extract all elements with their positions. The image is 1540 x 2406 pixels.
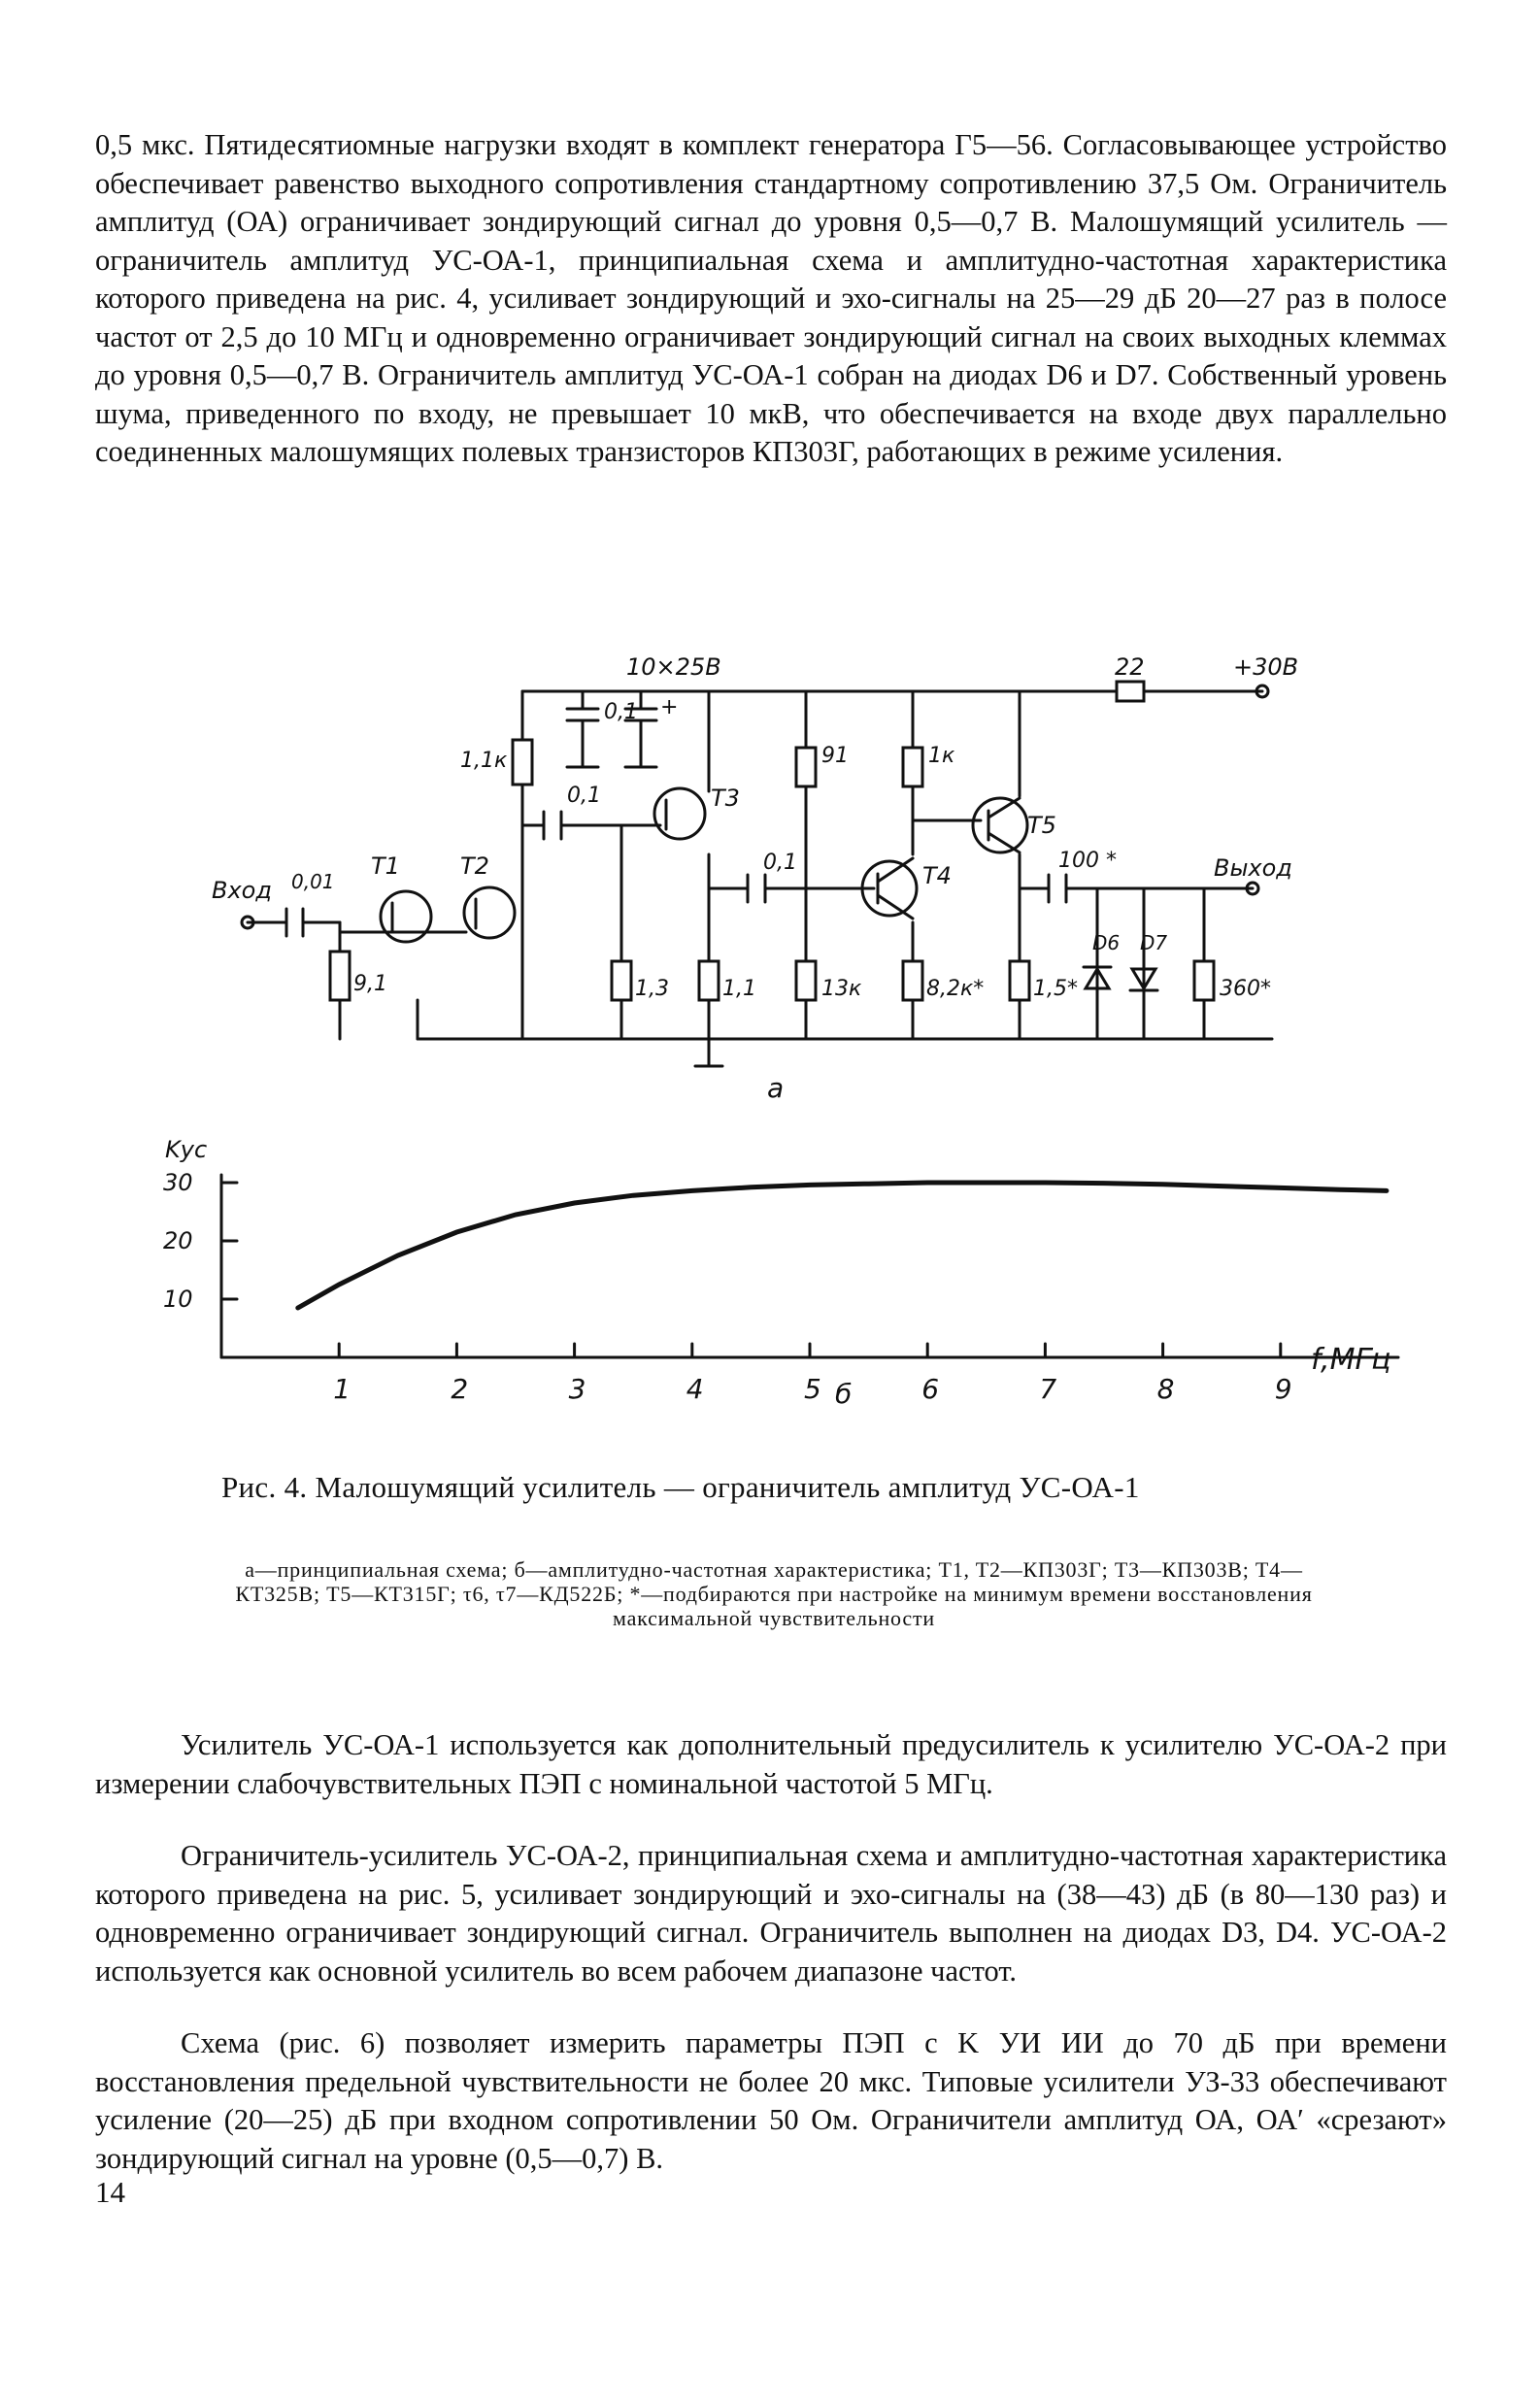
label-c01-b: 0,1 (763, 851, 797, 875)
chart-axes (221, 1175, 1398, 1357)
label-c01-a: 0,1 (567, 784, 601, 808)
label-subfigure-a: а (767, 1072, 785, 1104)
chart-ylabel: Kус (165, 1136, 208, 1163)
label-r1-3: 1,3 (635, 977, 669, 1001)
label-d6: D6 (1092, 931, 1121, 954)
chart-subfigure-label: б (835, 1378, 853, 1410)
label-cap-bank: 10×25В (626, 653, 721, 681)
x-tick-label: 2 (451, 1373, 469, 1405)
x-tick-label: 5 (804, 1373, 821, 1405)
chart-series-line (298, 1183, 1387, 1308)
label-t4: T4 (922, 862, 952, 889)
y-tick-label: 20 (163, 1227, 193, 1254)
label-r1-1: 1,1 (722, 977, 756, 1001)
label-c100: 100 * (1058, 849, 1117, 873)
label-d7: D7 (1140, 931, 1168, 954)
paragraph-2: Усилитель УС-ОА-1 используется как дополнительный предусилитель к усилителю УС-ОА-2 при измерении слабочувствительных ПЭП с номинальной частотой 5 МГц. (95, 1728, 1447, 1800)
paragraph-4: Схема (рис. 6) позволяет измерить параметры ПЭП с K УИ ИИ до 70 дБ при времени восстановления предельной чувствительности не более 20 мкс. Типовые усилители УЗ-33 обеспечивают усиление (20—25) дБ при входном сопротивлении 50 Ом. Ограничители амплитуд ОА, ОА′ «срезают» зондирующий сигнал на уровне (0,5—0,7) В. (95, 2026, 1447, 2175)
label-input: Вход (212, 877, 272, 904)
label-t1: T1 (371, 852, 400, 880)
x-tick-label: 3 (568, 1373, 586, 1405)
x-tick-label: 8 (1156, 1373, 1175, 1405)
label-r91: 91 (821, 744, 849, 768)
label-t3: T3 (711, 785, 740, 812)
paragraph-3: Ограничитель-усилитель УС-ОА-2, принципиальная схема и амплитудно-частотная характеристика которого приведена на рис. 5, усиливает зондирующий и эхо-сигналы на (38—43) дБ (в 80—130 раз) и одновременно ограничивает зондирующий сигнал. Ограничитель выполнен на диодах D3, D4. УС-ОА-2 используется как основной усилитель во всем рабочем диапазоне частот. (95, 1839, 1447, 1988)
x-tick-label: 9 (1274, 1373, 1292, 1405)
y-tick-label: 30 (163, 1169, 193, 1196)
page-number: 14 (95, 2175, 125, 2209)
x-tick-label: 4 (686, 1373, 704, 1405)
label-t2: T2 (460, 852, 489, 880)
label-c001: 0,01 (291, 870, 335, 893)
label-r360: 360* (1220, 977, 1271, 1001)
label-output: Выход (1214, 854, 1292, 882)
label-cap-small: 0,1 (604, 700, 638, 724)
label-r22: 22 (1115, 653, 1145, 681)
label-r91b: 9,1 (353, 972, 387, 996)
label-r8-2k: 8,2к* (926, 977, 985, 1001)
label-plus: + (660, 695, 679, 719)
label-supply: +30В (1233, 653, 1299, 681)
x-tick-label: 6 (921, 1373, 940, 1405)
figure-caption-title: Рис. 4. Малошумящий усилитель — ограничитель амплитуд УС-ОА-1 (221, 1470, 1140, 1504)
label-r1-5: 1,5* (1033, 977, 1078, 1001)
label-r1-1k: 1,1к (460, 749, 508, 773)
y-tick-label: 10 (163, 1286, 193, 1313)
label-r1k: 1к (928, 744, 955, 768)
label-r13k: 13к (821, 977, 862, 1001)
label-t5: T5 (1027, 812, 1056, 839)
figure-caption-body: а—принципиальная схема; б—амплитудно-частотная характеристика; T1, T2—КП303Г; T3—КП303В; T4—КТ325В; T5—КТ315Г; τ6, τ7—КД522Б; *—подбираются при настройке на минимум времени восстановления максимальной чувствительности (235, 1557, 1313, 1630)
x-tick-label: 1 (333, 1373, 352, 1405)
chart-xlabel: f,МГц (1311, 1343, 1391, 1377)
x-tick-label: 7 (1039, 1373, 1057, 1405)
top-paragraph: 0,5 мкс. Пятидесятиомные нагрузки входят в комплект генератора Г5—56. Согласовывающее устройство обеспечивает равенство выходного сопротивления стандартному сопротивлению 37,5 Ом. Ограничитель амплитуд (ОА) ограничивает зондирующий сигнал до уровня 0,5—0,7 В. Малошумящий усилитель — ограничитель амплитуд УС-ОА-1, принципиальная схема и амплитудно-частотная характеристика которого приведена на рис. 4, усиливает зондирующий и эхо-сигналы на 25—29 дБ 20—27 раз в полосе частот от 2,5 до 10 МГц и одновременно ограничивает зондирующий сигнал на своих выходных клеммах до уровня 0,5—0,7 В. Ограничитель амплитуд УС-ОА-1 собран на диодах D6 и D7. Собственный уровень шума, приведенного по входу, не превышает 10 мкВ, что обеспечивается на входе двух параллельно соединенных малошумящих полевых транзисторов КП303Г, работающих в режиме усиления. (95, 128, 1447, 468)
